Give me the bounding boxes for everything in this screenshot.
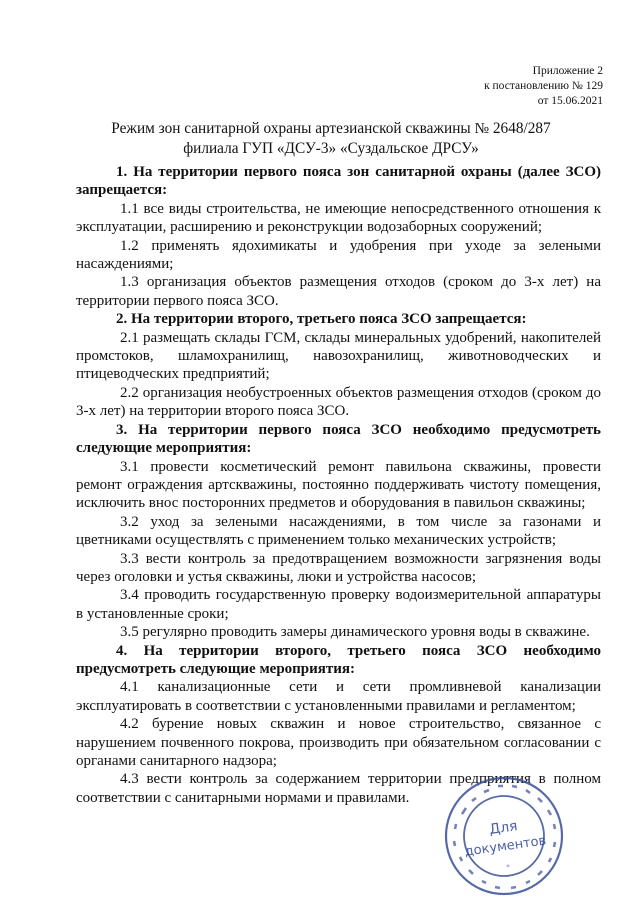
document-title [60,119,602,159]
section-item: 1.2 применять ядохимикаты и удобрения при уходе за зелеными насаждениями; [76,237,601,273]
section-item: 4.3 вести контроль за содержанием территории предприятия в полном соответствии с санитарными нормами и правилами. [76,771,601,806]
section-item: 3.3 вести контроль за предотвращением возможности загрязнения воды через оголовки и устья скважины, люки и устройства насосов; [76,550,601,585]
stamp-seal-graphic [446,778,562,894]
section-item: 3.2 уход за зелеными насаждениями, в том числе за газонами и цветниками осуществлять с применением только механических устройств; [76,513,601,549]
title-line: филиала ГУП «ДСУ-3» «Суздальское ДРСУ» [183,140,479,157]
section-heading: 1. На территории первого пояса зон санитарной охраны (далее ЗСО) запрещается: [76,164,601,199]
svg-text:Для: Для [488,818,519,838]
section-item: 3.5 регулярно проводить замеры динамического уровня воды в скважине. [120,624,590,641]
section-item: 2.1 размещать склады ГСМ, склады минеральных удобрений, накопителей промстоков, шламохранилищ, навозохранилищ, животноводческих и птицеводческих предприятий; [76,329,601,383]
section-heading: 2. На территории второго, третьего пояса ЗСО запрещается: [116,311,527,328]
section-item: 1.3 организация объектов размещения отходов (сроком до 3-х лет) на территории первого пояса ЗСО. [76,274,601,309]
svg-text:документов: документов [463,833,548,860]
section-item: 4.2 бурение новых скважин и новое строительство, связанное с нарушением почвенного покрова, производить при обязательном согласовании с органами санитарного надзора; [76,716,601,769]
section-item: 4.1 канализационные сети и сети промливневой канализации эксплуатировать в соответствии с установленными правилами и регламентом; [76,679,601,714]
section-item: 3.4 проводить государственную проверку водоизмерительной аппаратуры в установленные сроки; [76,587,601,622]
appendix-block [484,64,603,109]
document-body [76,163,601,807]
appendix-line: к постановлению № 129 [484,80,603,92]
section-heading: 4. На территории второго, третьего пояса ЗСО необходимо предусмотреть следующие мероприятия: [76,642,601,677]
section-item: 2.2 организация необустроенных объектов размещения отходов (сроком до 3-х лет) на территории второго пояса ЗСО. [76,384,601,420]
title-line: Режим зон санитарной охраны артезианской скважины № 2648/287 [111,120,551,137]
section-item: 3.1 провести косметический ремонт павильона скважины, провести ремонт ограждения артскважины, постоянно поддерживать чистоту помещения, исключить внос посторонних предметов и оборудования в павильон скважины; [76,458,601,512]
section-heading: 3. На территории первого пояса ЗСО необходимо предусмотреть следующие мероприятия: [76,421,601,457]
appendix-line: от 15.06.2021 [537,95,603,107]
stamp-seal [432,770,582,900]
appendix-line: Приложение 2 [532,65,603,77]
svg-text:*: * [506,863,510,872]
section-item: 1.1 все виды строительства, не имеющие непосредственного отношения к эксплуатации, расширению и реконструкции водозаборных сооружений; [76,200,601,236]
